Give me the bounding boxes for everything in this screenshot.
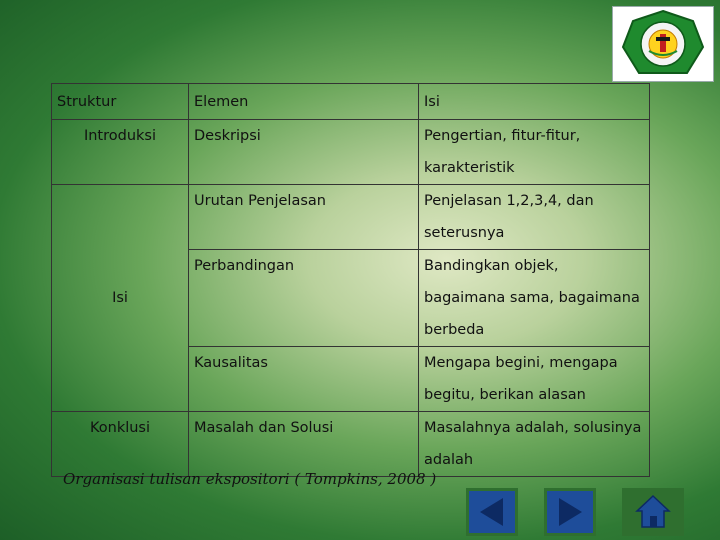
cell-isi-perbandingan: Bandingkan objek, bagaimana sama, bagaimana berbeda [419,250,650,347]
cell-elemen-urutan: Urutan Penjelasan [189,185,419,250]
cell-struktur-introduksi: Introduksi [52,120,189,185]
cell-struktur-konklusi: Konklusi [52,412,189,477]
structure-table [51,83,650,477]
table-header-row [52,84,650,120]
school-emblem-icon [613,7,713,81]
cell-isi-konklusi: Masalahnya adalah, solusinya adalah [419,412,650,477]
cell-elemen-kausalitas: Kausalitas [189,347,419,412]
table-row-urutan [52,185,650,250]
header-elemen: Elemen [189,84,419,120]
source-caption: Organisasi tulisan ekspositori ( Tompkins, 2008 ) [63,470,437,488]
triangle-right-icon [553,495,587,529]
school-logo [612,6,714,82]
previous-button[interactable] [466,488,518,536]
header-struktur: Struktur [52,84,189,120]
table-row-introduksi [52,120,650,185]
home-button[interactable] [622,488,684,536]
cell-elemen-masalah: Masalah dan Solusi [189,412,419,477]
cell-isi-kausalitas: Mengapa begini, mengapa begitu, berikan alasan [419,347,650,412]
cell-struktur-isi: Isi [52,185,189,412]
home-icon [633,492,673,532]
cell-elemen-deskripsi: Deskripsi [189,120,419,185]
header-isi: Isi [419,84,650,120]
next-button[interactable] [544,488,596,536]
cell-elemen-perbandingan: Perbandingan [189,250,419,347]
cell-isi-urutan: Penjelasan 1,2,3,4, dan seterusnya [419,185,650,250]
triangle-left-icon [475,495,509,529]
table-row-konklusi [52,412,650,477]
cell-isi-introduksi: Pengertian, fitur-fitur, karakteristik [419,120,650,185]
